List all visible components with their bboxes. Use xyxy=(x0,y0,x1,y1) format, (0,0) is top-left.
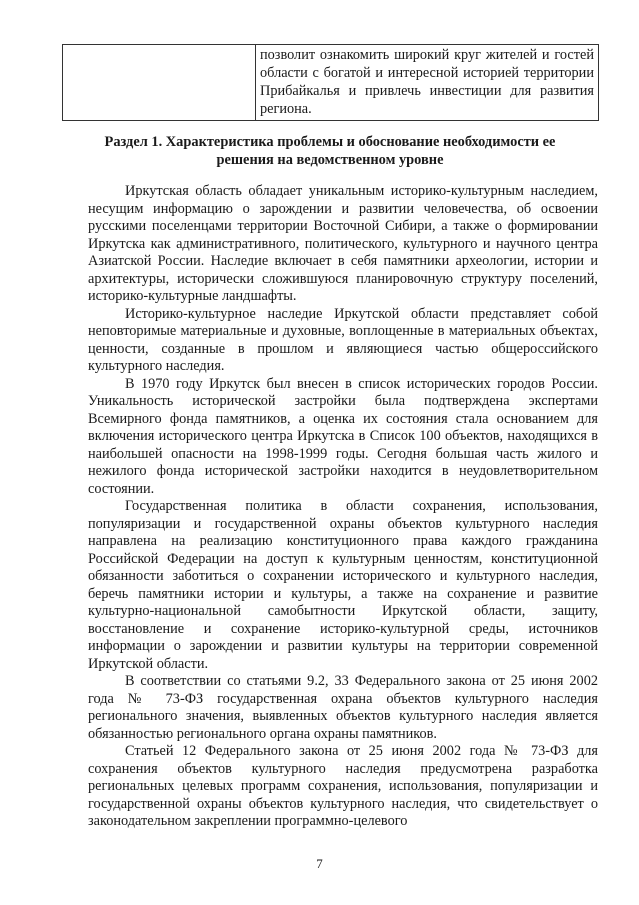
continuation-table xyxy=(62,44,599,121)
section-title xyxy=(80,133,580,169)
paragraph: Статьей 12 Федерального закона от 25 июня 2002 года № 73-ФЗ для сохранения объектов культурного наследия предусмотрена разработка региональных целевых программ сохранения, использования, популяризации и государственной охраны объектов культурного наследия, что свидетельствует о законодательном закреплении программно-целевого xyxy=(88,743,598,829)
paragraph: В 1970 году Иркутск был внесен в список исторических городов России. Уникальность исторической застройки была подтверждена экспертами Всемирного фонда памятников, а оценка их состояния стала основанием для включения исторического центра Иркутска в Список 100 объектов, находящихся в наибольшей опасности на 1998-1999 годы. Сегодня большая часть жилого и нежилого фонда исторической застройки находится в неудовлетворительном состоянии. xyxy=(88,375,598,497)
paragraph: Историко-культурное наследие Иркутской области представляет собой неповторимые материальные и духовные, воплощенные в материальных объектах, ценности, созданные в прошлом и являющиеся частью общероссийского культурного наследия. xyxy=(88,305,598,374)
table-cell-text: позволит ознакомить широкий круг жителей и гостей области с богатой и интересной историей территории Прибайкалья и привлечь инвестиции для развития региона. xyxy=(256,45,599,121)
paragraph: Государственная политика в области сохранения, использования, популяризации и государственной охраны объектов культурного наследия направлена на реализацию конституционного права каждого гражданина Российской Федерации на доступ к культурным ценностям, конституционной обязанности заботиться о сохранении исторического и культурного наследия, беречь памятники истории и культуры, а также на сохранение и развитие культурно-национальной самобытности Иркутской области, защиту, восстановление и сохранение историко-культурной среды, источников информации о зарождении и развитии культуры на территории современной Иркутской области. xyxy=(88,498,598,672)
page-number: 7 xyxy=(316,856,323,871)
section-title-line-2: решения на ведомственном уровне xyxy=(216,152,444,168)
paragraph: Иркутская область обладает уникальным историко-культурным наследием, несущим информацию о зарождении и развитии человечества, об освоении русскими поселенцами территории Восточной Сибири, а также о формировании Иркутска как административного, политического, культурного и научного центра Азиатской России. Наследие включает в себя памятники археологии, истории и архитектуры, исторически сложившуюся планировочную структуру поселений, историко-культурные ландшафты. xyxy=(88,183,598,304)
body-text xyxy=(88,183,598,831)
paragraph: В соответствии со статьями 9.2, 33 Федерального закона от 25 июня 2002 года № 73-ФЗ государственная охрана объектов культурного наследия регионального значения, выявленных объектов культурного наследия является обязанностью регионального органа охраны памятников. xyxy=(88,673,598,742)
section-title-line-1: Раздел 1. Характеристика проблемы и обоснование необходимости ее xyxy=(104,134,556,150)
table-cell-empty xyxy=(63,45,256,121)
table-row xyxy=(63,45,599,121)
